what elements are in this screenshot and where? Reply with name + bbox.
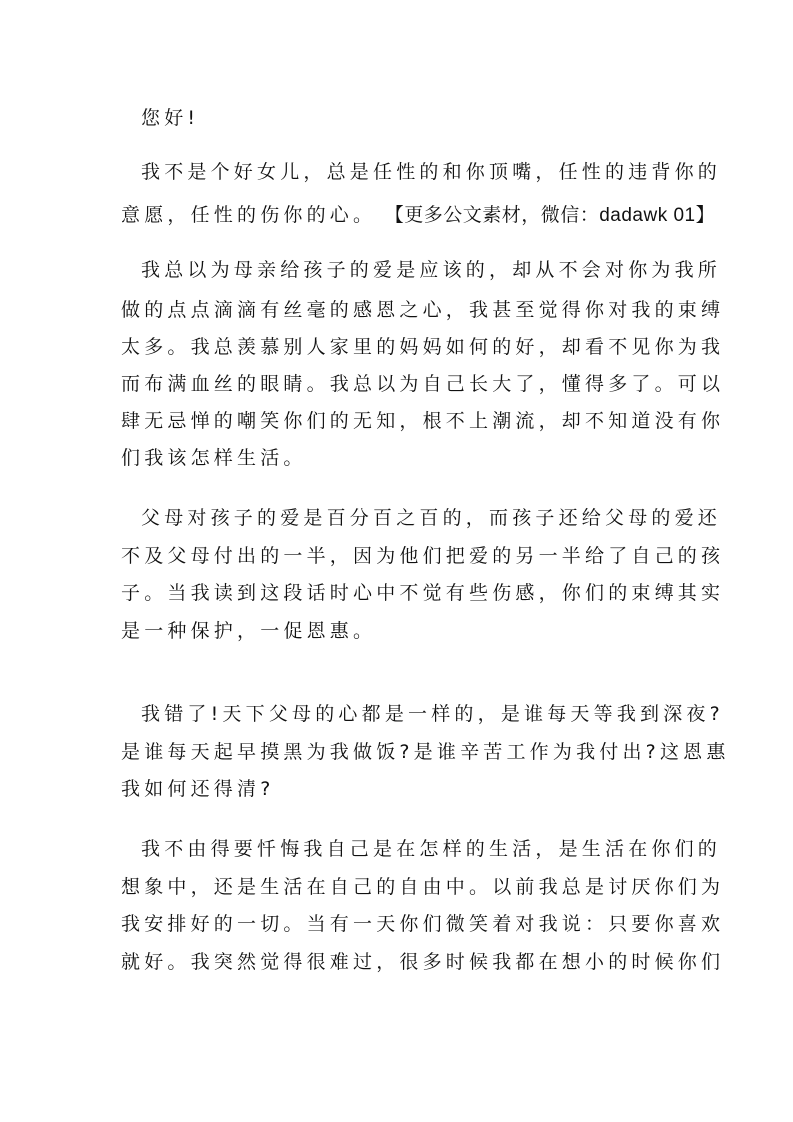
paragraph-2-line-3: 太多。我总羡慕别人家里的妈妈如何的好，却看不见你为我 — [121, 336, 725, 358]
paragraph-5-line-1: 我不由得要忏悔我自己是在怎样的生活，是生活在你们的 — [141, 838, 722, 860]
paragraph-1-text: 意愿，任性的伤你的心。 — [121, 204, 377, 226]
promo-text: 【更多公文素材，微信：dadawk 01】 — [394, 205, 716, 226]
paragraph-2-line-5: 肆无忌惮的嘲笑你们的无知，根不上潮流，却不知道没有你 — [121, 410, 725, 432]
paragraph-4-line-1: 我错了!天下父母的心都是一样的，是谁每天等我到深夜? — [141, 703, 724, 725]
paragraph-5-line-4: 就好。我突然觉得很难过，很多时候我都在想小的时候你们 — [121, 951, 725, 973]
paragraph-5-line-3: 我安排好的一切。当有一天你们微笑着对我说：只要你喜欢 — [121, 913, 725, 935]
paragraph-3-line-2: 不及父母付出的一半，因为他们把爱的另一半给了自己的孩 — [121, 545, 725, 567]
paragraph-4-line-3: 我如何还得清? — [121, 778, 275, 800]
paragraph-2-line-2: 做的点点滴滴有丝毫的感恩之心，我甚至觉得你对我的束缚 — [121, 299, 725, 321]
paragraph-2-line-1: 我总以为母亲给孩子的爱是应该的，却从不会对你为我所 — [141, 259, 722, 281]
paragraph-1-line-1: 我不是个好女儿，总是任性的和你顶嘴，任性的违背你的 — [141, 161, 722, 183]
paragraph-3-line-4: 是一种保护，一促恩惠。 — [121, 620, 377, 642]
paragraph-1-line-2 — [121, 201, 715, 229]
paragraph-3-line-3: 子。当我读到这段话时心中不觉有些伤感，你们的束缚其实 — [121, 582, 725, 604]
paragraph-3-line-1: 父母对孩子的爱是百分百之百的，而孩子还给父母的爱还 — [141, 507, 722, 529]
paragraph-5-line-2: 想象中，还是生活在自己的自由中。以前我总是讨厌你们为 — [121, 876, 725, 898]
paragraph-2-line-4: 而布满血丝的眼睛。我总以为自己长大了，懂得多了。可以 — [121, 373, 725, 395]
paragraph-2-line-6: 们我该怎样生活。 — [121, 447, 307, 469]
greeting-line: 您好! — [141, 107, 200, 129]
paragraph-4-line-2: 是谁每天起早摸黑为我做饭?是谁辛苦工作为我付出?这恩惠 — [121, 741, 730, 763]
